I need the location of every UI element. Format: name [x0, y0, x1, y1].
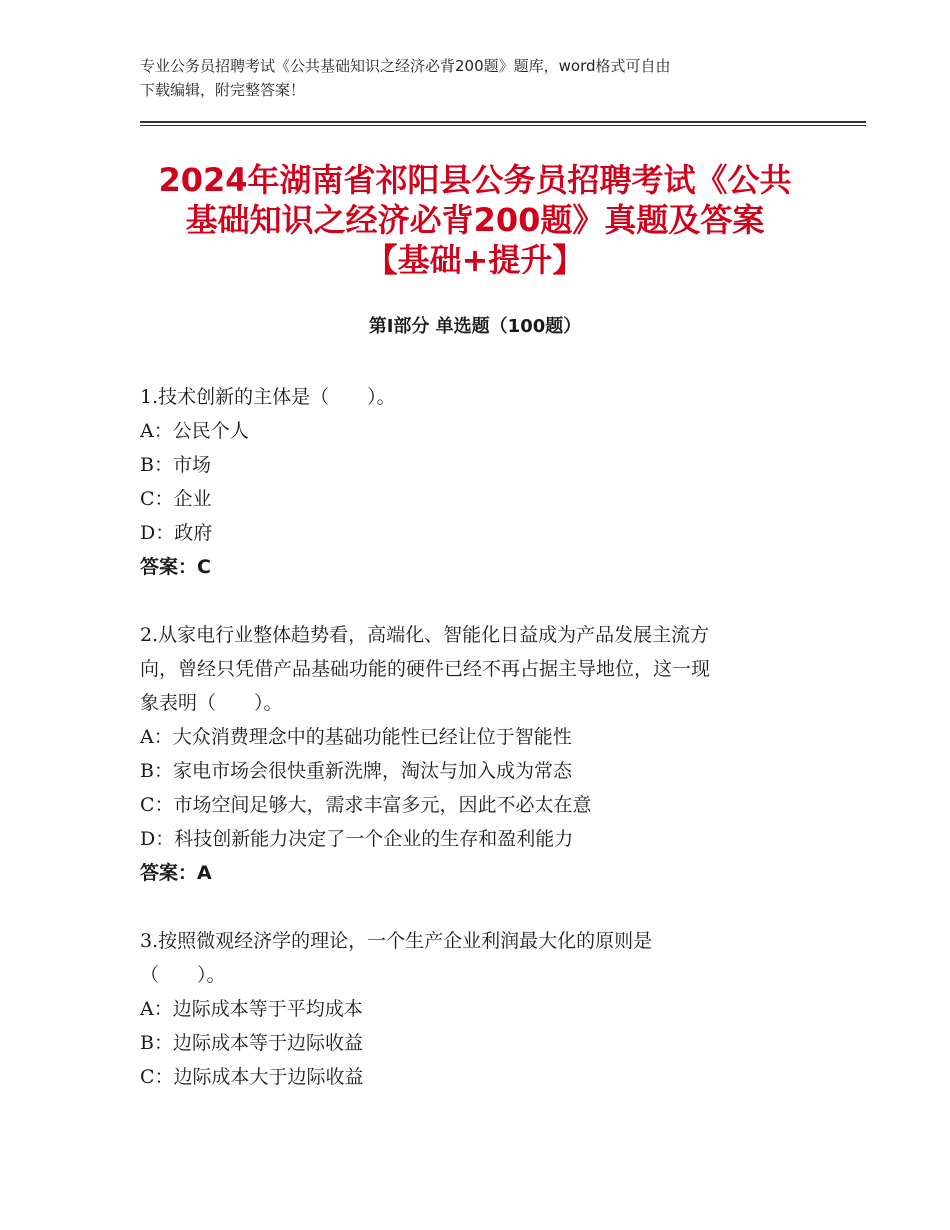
question-text-line-1: 3.按照微观经济学的理论，一个生产企业利润最大化的原则是: [140, 930, 653, 952]
header-note-line-2: 下载编辑，附完整答案！: [140, 81, 306, 99]
question-list: [140, 380, 810, 1128]
header-note-line-1: 专业公务员招聘考试《公共基础知识之经济必背200题》题库，word格式可自由: [140, 57, 671, 75]
option-a: A：公民个人: [140, 420, 249, 442]
title-line-2: 基础知识之经济必背200题》真题及答案: [185, 201, 765, 239]
question-text-line-2: 向，曾经只凭借产品基础功能的硬件已经不再占据主导地位，这一现: [140, 658, 711, 680]
question-3: [140, 924, 810, 1094]
option-b: B：市场: [140, 454, 211, 476]
title-line-1: 2024年湖南省祁阳县公务员招聘考试《公共: [158, 161, 792, 199]
header-divider-thin: [140, 125, 866, 126]
option-c: C：企业: [140, 488, 212, 510]
question-text-line-1: 2.从家电行业整体趋势看，高端化、智能化日益成为产品发展主流方: [140, 624, 710, 646]
section-title: 第Ⅰ部分 单选题（100题）: [368, 316, 582, 337]
answer: 答案：A: [140, 862, 212, 884]
option-a: A：边际成本等于平均成本: [140, 998, 363, 1020]
question-2: [140, 618, 810, 890]
header-note: [140, 54, 820, 102]
document-title: [100, 160, 850, 280]
answer: 答案：C: [140, 556, 211, 578]
question-text-line-2: （ ）。: [140, 964, 226, 986]
question-1: [140, 380, 810, 584]
option-c: C：边际成本大于边际收益: [140, 1066, 364, 1088]
option-a: A：大众消费理念中的基础功能性已经让位于智能性: [140, 726, 572, 748]
option-c: C：市场空间足够大，需求丰富多元，因此不必太在意: [140, 794, 592, 816]
option-d: D：政府: [140, 522, 213, 544]
header-divider-thick: [140, 121, 866, 123]
option-d: D：科技创新能力决定了一个企业的生存和盈利能力: [140, 828, 574, 850]
title-line-3: 【基础+提升】: [365, 241, 585, 279]
question-text: 1.技术创新的主体是（ ）。: [140, 386, 396, 408]
option-b: B：边际成本等于边际收益: [140, 1032, 363, 1054]
option-b: B：家电市场会很快重新洗牌，淘汰与加入成为常态: [140, 760, 572, 782]
question-text-line-3: 象表明（ ）。: [140, 692, 283, 714]
